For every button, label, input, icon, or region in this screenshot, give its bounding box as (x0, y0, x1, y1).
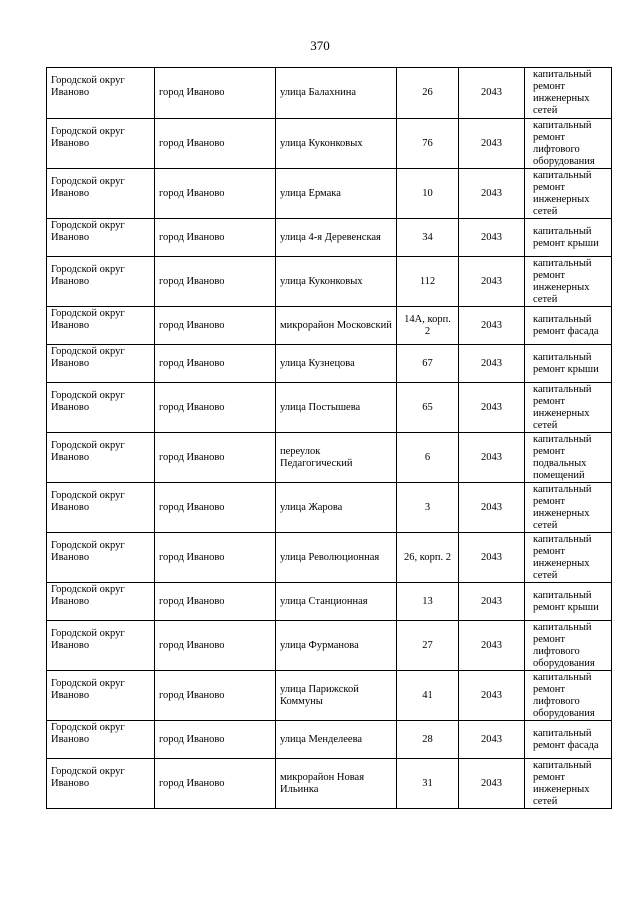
table-row (47, 345, 612, 383)
okrug-cell (47, 483, 155, 533)
okrug-text: Городской округ Иваново (51, 175, 125, 199)
okrug-cell (47, 119, 155, 169)
street-cell: переулок Педагогический (276, 433, 397, 483)
table-row (47, 671, 612, 721)
street-cell: улица Кузнецова (276, 345, 397, 383)
work-type-cell: капитальный ремонт инженерных сетей (525, 257, 612, 307)
work-type-cell: капитальный ремонт крыши (525, 345, 612, 383)
work-type-cell: капитальный ремонт подвальных помещений (525, 433, 612, 483)
table-row (47, 759, 612, 809)
work-type-cell: капитальный ремонт инженерных сетей (525, 68, 612, 119)
okrug-text: Городской округ Иваново (51, 345, 125, 369)
house-number-cell: 26 (397, 68, 459, 119)
table-row (47, 307, 612, 345)
okrug-text: Городской округ Иваново (51, 263, 125, 287)
house-number-cell: 31 (397, 759, 459, 809)
work-type-cell: капитальный ремонт лифтового оборудования (525, 119, 612, 169)
table-row (47, 68, 612, 119)
year-cell: 2043 (459, 345, 525, 383)
work-type-cell: капитальный ремонт инженерных сетей (525, 383, 612, 433)
city-cell: город Иваново (155, 583, 276, 621)
city-cell: город Иваново (155, 257, 276, 307)
work-type-cell: капитальный ремонт крыши (525, 219, 612, 257)
city-cell: город Иваново (155, 68, 276, 119)
street-cell: улица Постышева (276, 383, 397, 433)
okrug-cell (47, 621, 155, 671)
year-cell: 2043 (459, 68, 525, 119)
table-row (47, 433, 612, 483)
city-cell: город Иваново (155, 671, 276, 721)
house-number-cell: 26, корп. 2 (397, 533, 459, 583)
year-cell: 2043 (459, 383, 525, 433)
okrug-cell (47, 383, 155, 433)
okrug-cell (47, 219, 155, 257)
house-number-cell: 65 (397, 383, 459, 433)
page-number: 370 (310, 38, 330, 53)
street-cell: улица Станционная (276, 583, 397, 621)
work-type-cell: капитальный ремонт инженерных сетей (525, 533, 612, 583)
year-cell: 2043 (459, 119, 525, 169)
year-cell: 2043 (459, 759, 525, 809)
city-cell: город Иваново (155, 621, 276, 671)
year-cell: 2043 (459, 169, 525, 219)
year-cell: 2043 (459, 721, 525, 759)
work-type-cell: капитальный ремонт фасада (525, 307, 612, 345)
table-row (47, 583, 612, 621)
table-body (47, 68, 612, 809)
okrug-cell (47, 759, 155, 809)
city-cell: город Иваново (155, 119, 276, 169)
street-cell: улица Куконковых (276, 119, 397, 169)
table-row (47, 219, 612, 257)
street-cell: микрорайон Московский (276, 307, 397, 345)
table-row (47, 533, 612, 583)
house-number-cell: 6 (397, 433, 459, 483)
house-number-cell: 67 (397, 345, 459, 383)
work-type-cell: капитальный ремонт лифтового оборудования (525, 621, 612, 671)
house-number-cell: 27 (397, 621, 459, 671)
year-cell: 2043 (459, 671, 525, 721)
okrug-text: Городской округ Иваново (51, 721, 125, 745)
street-cell: улица Балахнина (276, 68, 397, 119)
street-cell: улица Ермака (276, 169, 397, 219)
work-type-cell: капитальный ремонт инженерных сетей (525, 483, 612, 533)
city-cell: город Иваново (155, 533, 276, 583)
street-cell: улица 4-я Деревенская (276, 219, 397, 257)
table-row (47, 621, 612, 671)
work-type-cell: капитальный ремонт лифтового оборудования (525, 671, 612, 721)
year-cell: 2043 (459, 533, 525, 583)
city-cell: город Иваново (155, 219, 276, 257)
okrug-cell (47, 345, 155, 383)
okrug-cell (47, 257, 155, 307)
street-cell: микрорайон Новая Ильинка (276, 759, 397, 809)
year-cell: 2043 (459, 583, 525, 621)
street-cell: улица Парижской Коммуны (276, 671, 397, 721)
okrug-cell (47, 307, 155, 345)
okrug-text: Городской округ Иваново (51, 627, 125, 651)
street-cell: улица Фурманова (276, 621, 397, 671)
year-cell: 2043 (459, 483, 525, 533)
house-number-cell: 76 (397, 119, 459, 169)
city-cell: город Иваново (155, 433, 276, 483)
okrug-text: Городской округ Иваново (51, 539, 125, 563)
street-cell: улица Революционная (276, 533, 397, 583)
house-number-cell: 14А, корп. 2 (397, 307, 459, 345)
house-number-cell: 41 (397, 671, 459, 721)
house-number-cell: 10 (397, 169, 459, 219)
street-cell: улица Жарова (276, 483, 397, 533)
okrug-cell (47, 671, 155, 721)
okrug-text: Городской округ Иваново (51, 489, 125, 513)
house-number-cell: 28 (397, 721, 459, 759)
street-cell: улица Менделеева (276, 721, 397, 759)
city-cell: город Иваново (155, 307, 276, 345)
okrug-cell (47, 583, 155, 621)
table-row (47, 483, 612, 533)
year-cell: 2043 (459, 621, 525, 671)
okrug-cell (47, 433, 155, 483)
okrug-text: Городской округ Иваново (51, 765, 125, 789)
table-row (47, 383, 612, 433)
table-row (47, 721, 612, 759)
okrug-text: Городской округ Иваново (51, 125, 125, 149)
city-cell: город Иваново (155, 721, 276, 759)
okrug-text: Городской округ Иваново (51, 439, 125, 463)
city-cell: город Иваново (155, 483, 276, 533)
house-number-cell: 112 (397, 257, 459, 307)
year-cell: 2043 (459, 433, 525, 483)
table-row (47, 257, 612, 307)
house-number-cell: 34 (397, 219, 459, 257)
street-cell: улица Куконковых (276, 257, 397, 307)
year-cell: 2043 (459, 219, 525, 257)
house-number-cell: 13 (397, 583, 459, 621)
work-type-cell: капитальный ремонт крыши (525, 583, 612, 621)
okrug-text: Городской округ Иваново (51, 307, 125, 331)
city-cell: город Иваново (155, 383, 276, 433)
table-row (47, 169, 612, 219)
house-number-cell: 3 (397, 483, 459, 533)
okrug-text: Городской округ Иваново (51, 75, 125, 98)
year-cell: 2043 (459, 257, 525, 307)
city-cell: город Иваново (155, 759, 276, 809)
okrug-cell (47, 68, 155, 119)
okrug-text: Городской округ Иваново (51, 219, 125, 243)
okrug-text: Городской округ Иваново (51, 583, 125, 607)
okrug-text: Городской округ Иваново (51, 677, 125, 701)
okrug-cell (47, 169, 155, 219)
okrug-text: Городской округ Иваново (51, 389, 125, 413)
table-row (47, 119, 612, 169)
work-type-cell: капитальный ремонт инженерных сетей (525, 169, 612, 219)
work-type-cell: капитальный ремонт инженерных сетей (525, 759, 612, 809)
year-cell: 2043 (459, 307, 525, 345)
okrug-cell (47, 533, 155, 583)
okrug-cell (47, 721, 155, 759)
work-type-cell: капитальный ремонт фасада (525, 721, 612, 759)
city-cell: город Иваново (155, 345, 276, 383)
repair-schedule-table (46, 67, 612, 809)
city-cell: город Иваново (155, 169, 276, 219)
